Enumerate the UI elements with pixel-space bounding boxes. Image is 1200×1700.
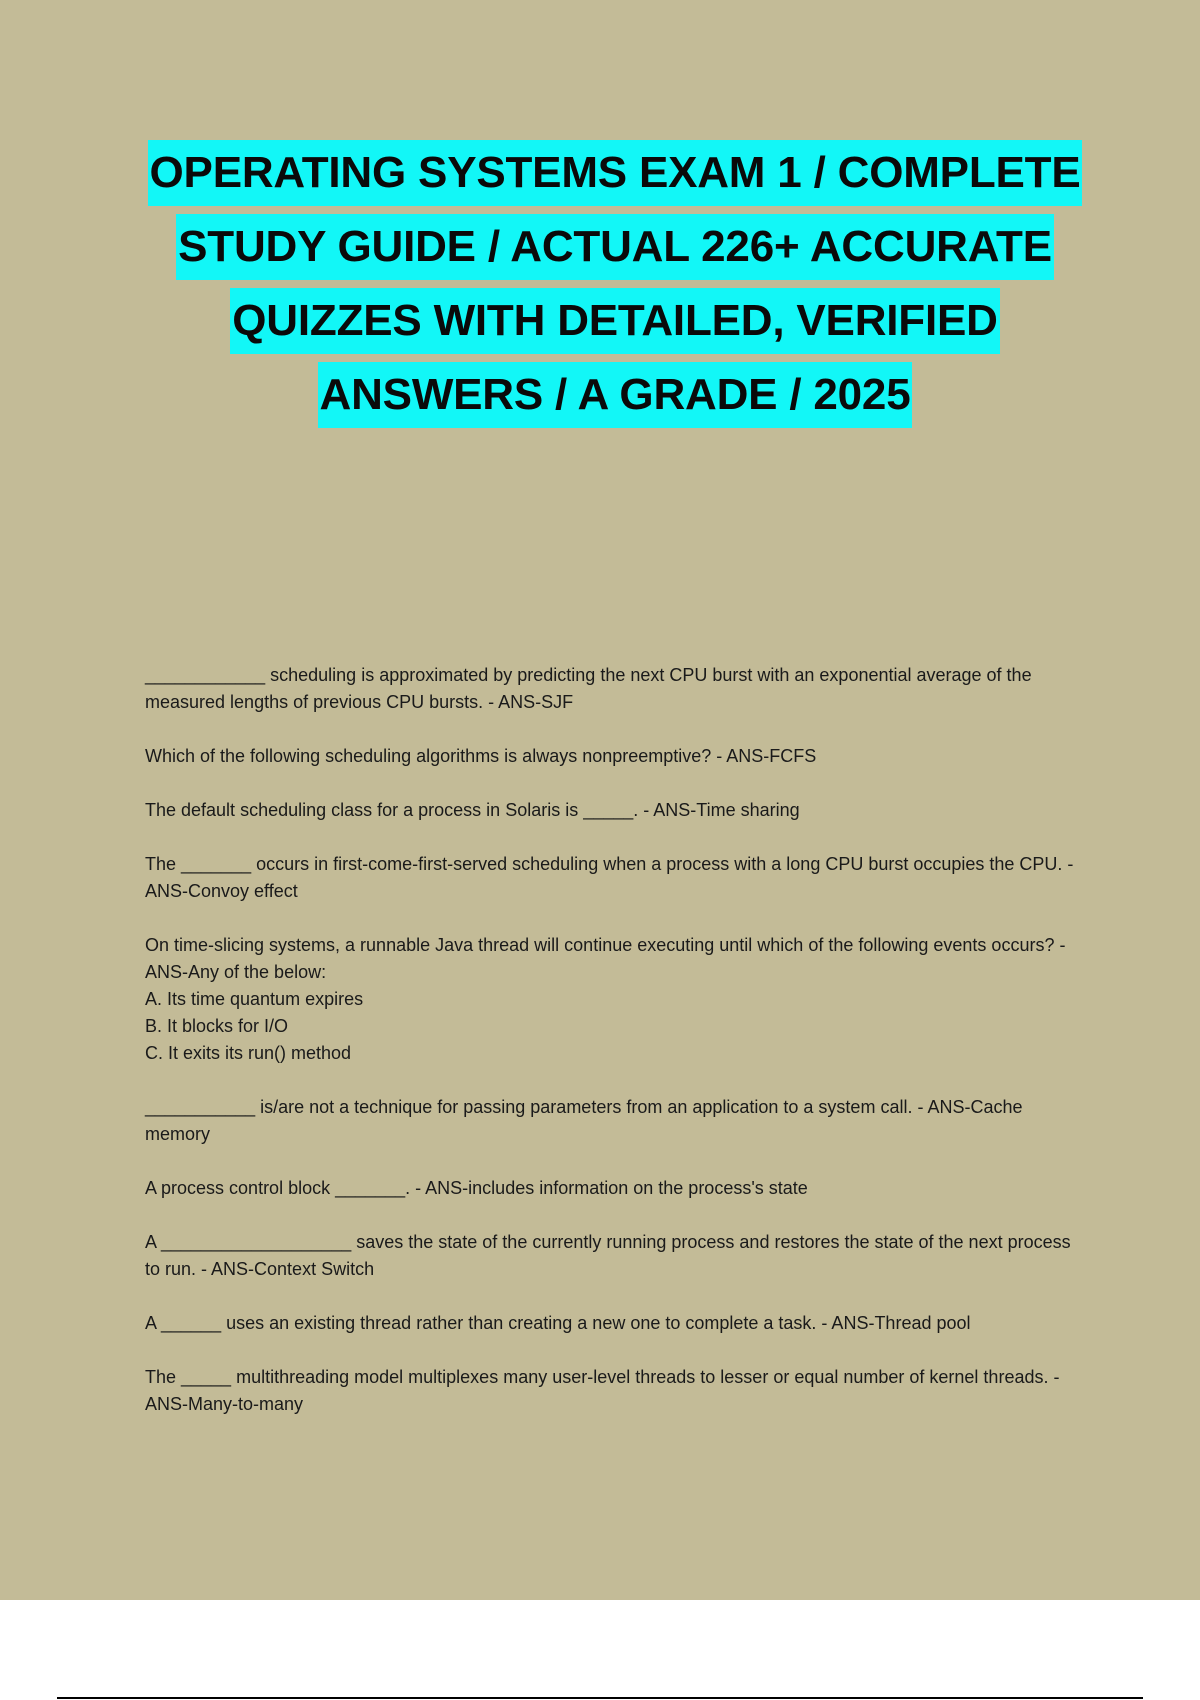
question-answer-item: A ___________________ saves the state of the currently running process and restores the state of the next process to run. - ANS-Context Switch xyxy=(145,1232,1071,1279)
document-title xyxy=(60,140,1170,436)
question-answer-item: The _______ occurs in first-come-first-served scheduling when a process with a long CPU burst occupies the CPU. - ANS-Convoy effect xyxy=(145,854,1074,901)
question-answer-item: Which of the following scheduling algorithms is always nonpreemptive? - ANS-FCFS xyxy=(145,746,817,766)
question-answer-item: The _____ multithreading model multiplexes many user-level threads to lesser or equal number of kernel threads. - ANS-Many-to-many xyxy=(145,1367,1060,1414)
question-answer-item: On time-slicing systems, a runnable Java thread will continue executing until which of the following events occurs? - ANS-Any of the below: A. Its time quantum expires B. It blocks for I/O C. It exits its run() method xyxy=(145,935,1066,1063)
question-answer-item: A process control block _______. - ANS-includes information on the process's state xyxy=(145,1178,808,1198)
title-line: OPERATING SYSTEMS EXAM 1 / COMPLETE xyxy=(148,140,1083,206)
question-answer-item: ___________ is/are not a technique for passing parameters from an application to a system call. - ANS-Cache memory xyxy=(145,1097,1023,1144)
title-line: ANSWERS / A GRADE / 2025 xyxy=(318,362,913,428)
question-answer-item: ____________ scheduling is approximated by predicting the next CPU burst with an exponential average of the measured lengths of previous CPU bursts. - ANS-SJF xyxy=(145,665,1032,712)
question-answer-item: The default scheduling class for a process in Solaris is _____. - ANS-Time sharing xyxy=(145,800,800,820)
question-answer-list xyxy=(145,662,1090,1445)
title-line: QUIZZES WITH DETAILED, VERIFIED xyxy=(230,288,999,354)
footer-divider xyxy=(57,1697,1143,1699)
question-answer-item: A ______ uses an existing thread rather than creating a new one to complete a task. - ANS-Thread pool xyxy=(145,1313,971,1333)
title-line: STUDY GUIDE / ACTUAL 226+ ACCURATE xyxy=(176,214,1054,280)
